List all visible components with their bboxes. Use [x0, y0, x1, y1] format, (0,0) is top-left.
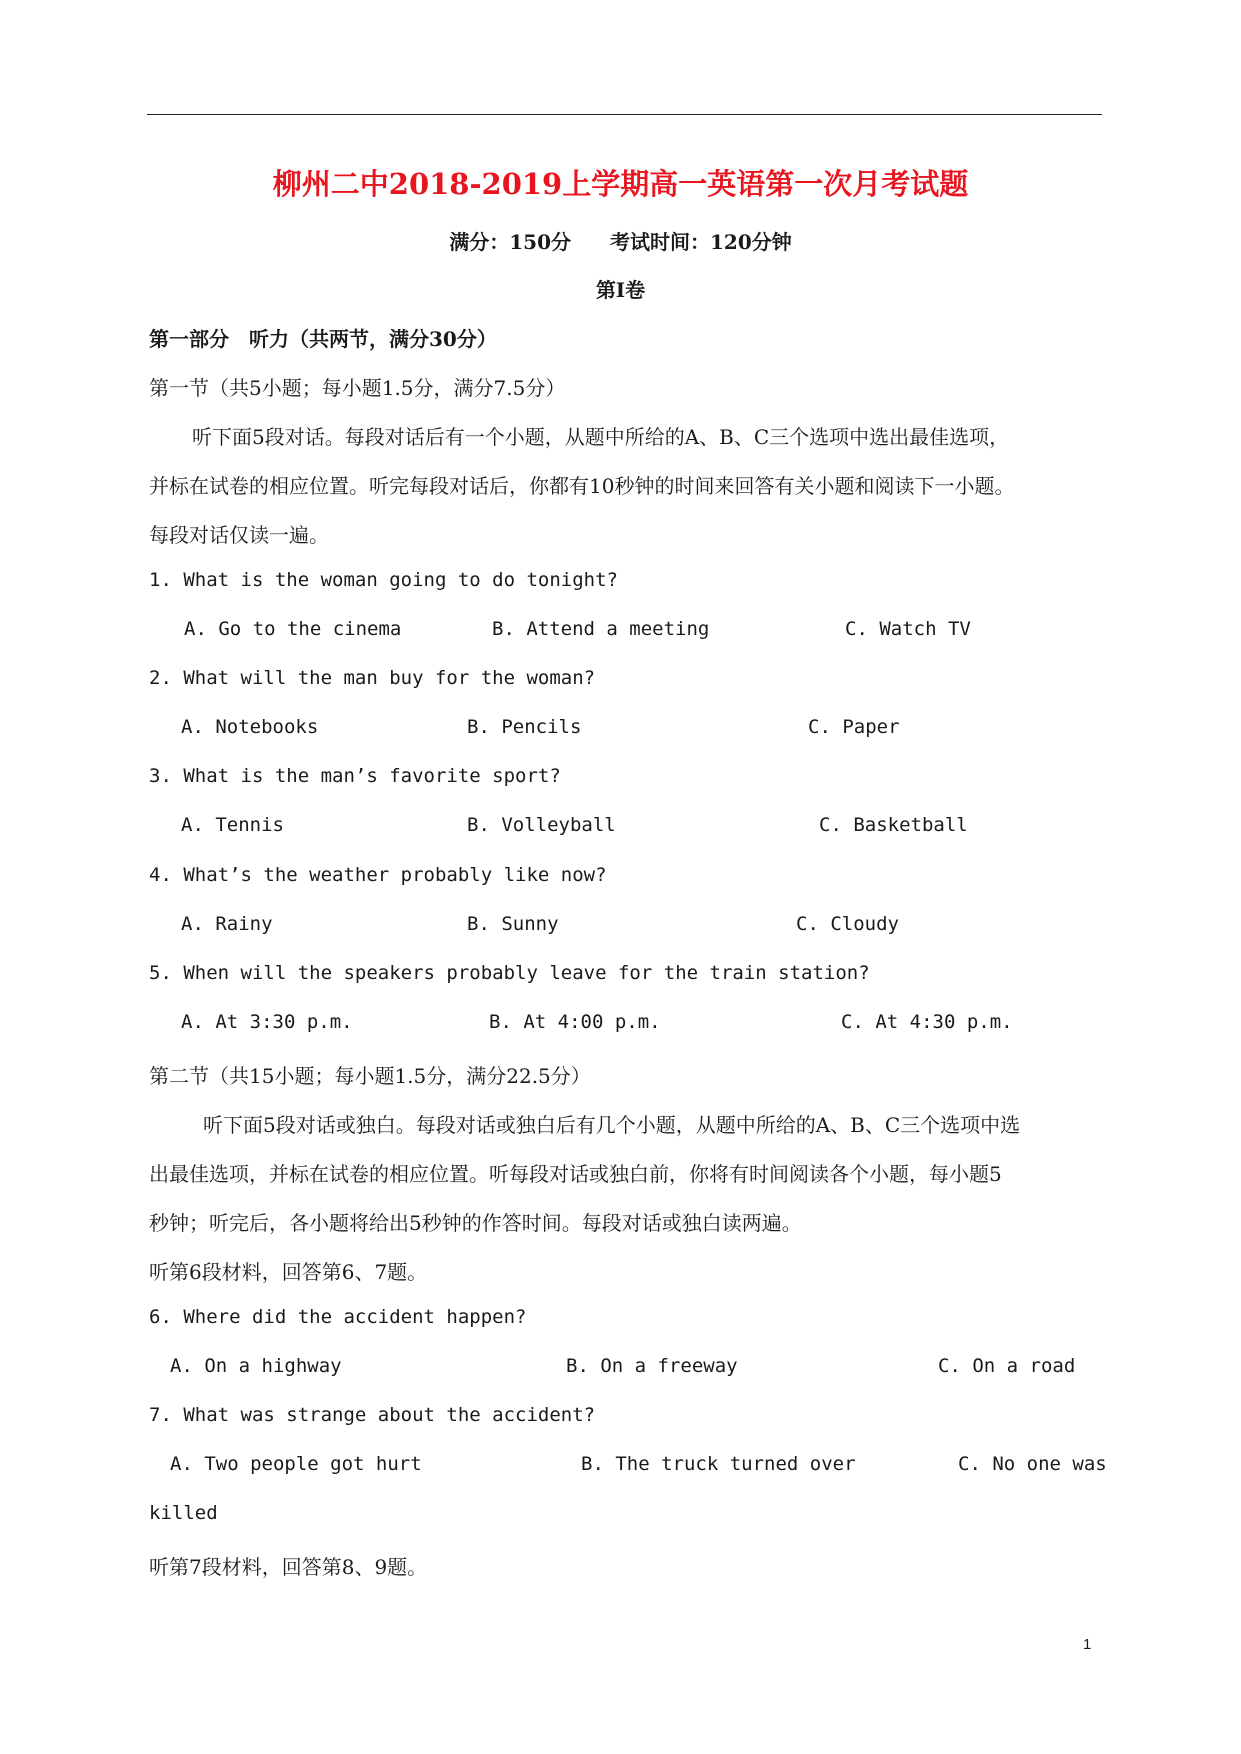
exam-time: 考试时间：120分钟 [609, 230, 792, 254]
section-two-instruction-1: 听下面5段对话或独白。每段对话或独白后有几个小题，从题中所给的A、B、C三个选项中选 [203, 1113, 1021, 1137]
section-one-instruction-3: 每段对话仅读一遍。 [149, 523, 329, 547]
question-5-option-a: A. At 3:30 p.m. [181, 1011, 353, 1033]
question-1-option-b: B. Attend a meeting [492, 618, 710, 640]
question-7: 7. What was strange about the accident? [149, 1404, 596, 1426]
material-7-heading: 听第7段材料，回答第8、9题。 [149, 1555, 428, 1579]
section-one-instruction-1: 听下面5段对话。每段对话后有一个小题，从题中所给的A、B、C三个选项中选出最佳选项， [192, 425, 1010, 449]
section-one-heading: 第一节（共5小题；每小题1.5分，满分7.5分） [149, 376, 566, 400]
question-4: 4. What’s the weather probably like now? [149, 864, 607, 886]
question-2-option-c: C. Paper [808, 716, 900, 738]
exam-subtitle [0, 226, 1241, 255]
question-7-option-c-continued: killed [149, 1502, 218, 1524]
question-1-option-a: A. Go to the cinema [184, 618, 402, 640]
question-5: 5. When will the speakers probably leave for the train station? [149, 962, 870, 984]
question-3-option-a: A. Tennis [181, 814, 284, 836]
question-4-option-c: C. Cloudy [796, 913, 899, 935]
header-rule [147, 114, 1102, 115]
question-4-option-b: B. Sunny [467, 913, 559, 935]
full-score: 满分：150分 [449, 230, 572, 254]
question-2-option-a: A. Notebooks [181, 716, 319, 738]
question-7-option-b: B. The truck turned over [581, 1453, 856, 1475]
question-1-option-c: C. Watch TV [845, 618, 971, 640]
question-2: 2. What will the man buy for the woman? [149, 667, 596, 689]
question-3-option-b: B. Volleyball [467, 814, 616, 836]
question-3-option-c: C. Basketball [819, 814, 968, 836]
question-6-option-b: B. On a freeway [566, 1355, 738, 1377]
question-4-option-a: A. Rainy [181, 913, 273, 935]
question-1: 1. What is the woman going to do tonight? [149, 569, 618, 591]
section-two-heading: 第二节（共15小题；每小题1.5分，满分22.5分） [149, 1064, 591, 1088]
question-5-option-b: B. At 4:00 p.m. [489, 1011, 661, 1033]
section-one-instruction-2: 并标在试卷的相应位置。听完每段对话后，你都有10秒钟的时间来回答有关小题和阅读下一小题。 [149, 474, 1015, 498]
question-6-option-a: A. On a highway [170, 1355, 342, 1377]
question-5-option-c: C. At 4:30 p.m. [841, 1011, 1013, 1033]
volume-heading: 第Ⅰ卷 [595, 278, 646, 302]
question-6-option-c: C. On a road [938, 1355, 1076, 1377]
page-number: 1 [1083, 1636, 1092, 1653]
question-7-option-c: C. No one was [958, 1453, 1107, 1475]
material-6-heading: 听第6段材料，回答第6、7题。 [149, 1260, 428, 1284]
question-6: 6. Where did the accident happen? [149, 1306, 527, 1328]
part-one-heading: 第一部分 听力（共两节，满分30分） [149, 327, 497, 351]
exam-title: 柳州二中2018-2019上学期高一英语第一次月考试题 [272, 167, 969, 201]
section-two-instruction-3: 秒钟；听完后，各小题将给出5秒钟的作答时间。每段对话或独白读两遍。 [149, 1211, 802, 1235]
question-2-option-b: B. Pencils [467, 716, 582, 738]
section-two-instruction-2: 出最佳选项，并标在试卷的相应位置。听每段对话或独白前，你将有时间阅读各个小题，每小题5 [149, 1162, 1002, 1186]
question-3: 3. What is the man’s favorite sport? [149, 765, 561, 787]
question-7-option-a: A. Two people got hurt [170, 1453, 422, 1475]
